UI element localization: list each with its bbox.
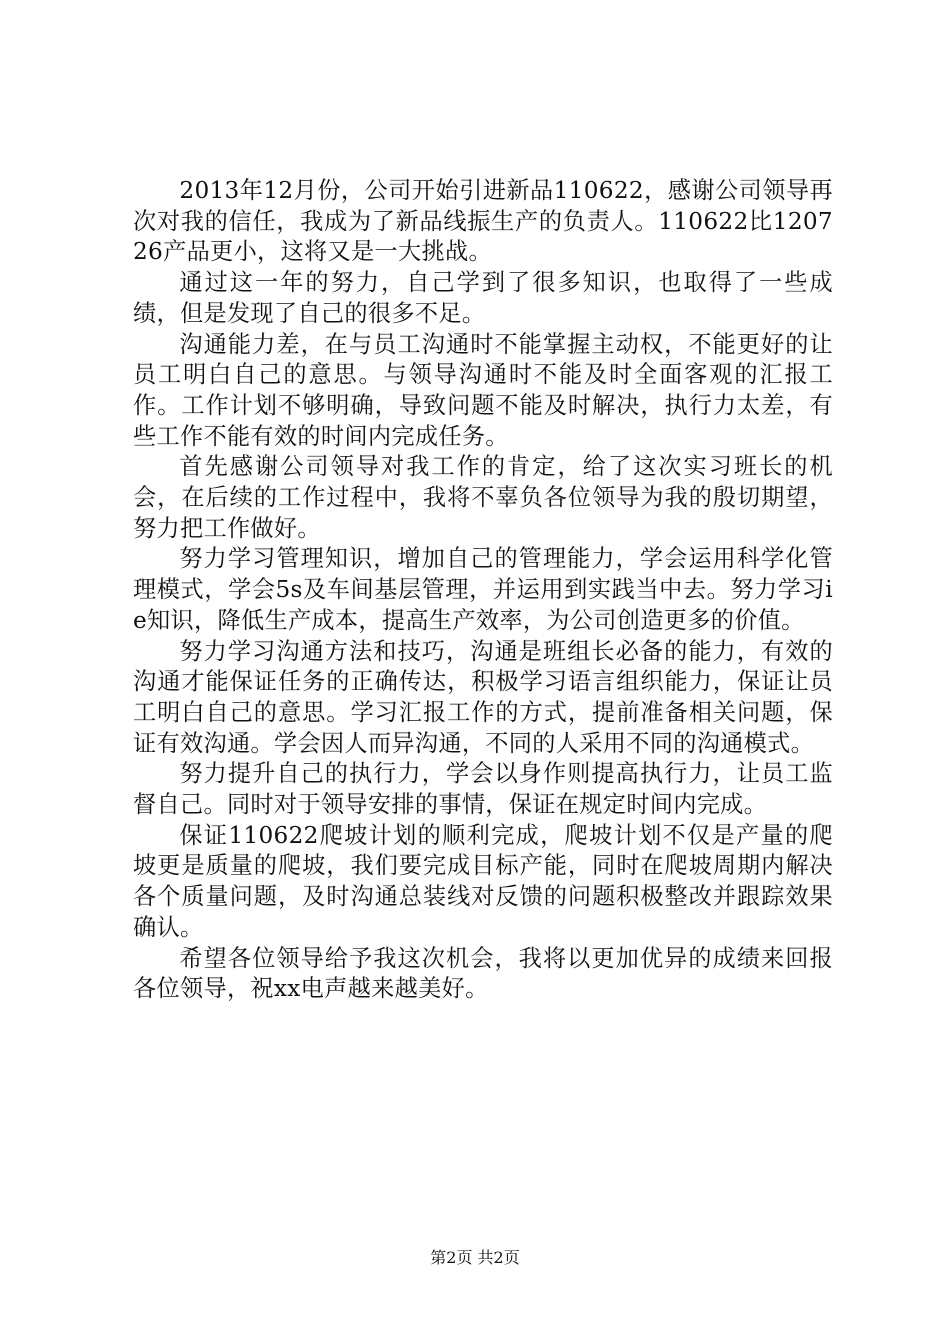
document-body	[133, 176, 833, 1005]
paragraph-9: 希望各位领导给予我这次机会，我将以更加优异的成绩来回报各位领导，祝xx电声越来越美好。	[133, 944, 833, 1003]
paragraph-3: 沟通能力差，在与员工沟通时不能掌握主动权，不能更好的让员工明白自己的意思。与领导沟通时不能及时全面客观的汇报工作。工作计划不够明确，导致问题不能及时解决，执行力太差，有些工作不能有效的时间内完成任务。	[133, 330, 833, 450]
paragraph-5: 努力学习管理知识，增加自己的管理能力，学会运用科学化管理模式，学会5s及车间基层管理，并运用到实践当中去。努力学习ie知识，降低生产成本，提高生产效率，为公司创造更多的价值。	[133, 545, 833, 634]
paragraph-6: 努力学习沟通方法和技巧，沟通是班组长必备的能力，有效的沟通才能保证任务的正确传达，积极学习语言组织能力，保证让员工明白自己的意思。学习汇报工作的方式，提前准备相关问题，保证有效沟通。学会因人而异沟通，不同的人采用不同的沟通模式。	[133, 637, 833, 757]
paragraph-7: 努力提升自己的执行力，学会以身作则提高执行力，让员工监督自己。同时对于领导安排的事情，保证在规定时间内完成。	[133, 760, 833, 819]
page-footer: 第2页 共2页	[430, 1248, 520, 1267]
paragraph-8: 保证110622爬坡计划的顺利完成，爬坡计划不仅是产量的爬坡更是质量的爬坡，我们要完成目标产能，同时在爬坡周期内解决各个质量问题，及时沟通总装线对反馈的问题积极整改并跟踪效果确认。	[133, 821, 833, 941]
paragraph-1: 2013年12月份，公司开始引进新品110622，感谢公司领导再次对我的信任，我成为了新品线振生产的负责人。110622比120726产品更小，这将又是一大挑战。	[133, 177, 833, 266]
paragraph-4: 首先感谢公司领导对我工作的肯定，给了这次实习班长的机会，在后续的工作过程中，我将不辜负各位领导为我的殷切期望，努力把工作做好。	[133, 453, 833, 542]
paragraph-2: 通过这一年的努力，自己学到了很多知识，也取得了一些成绩，但是发现了自己的很多不足。	[133, 269, 833, 327]
